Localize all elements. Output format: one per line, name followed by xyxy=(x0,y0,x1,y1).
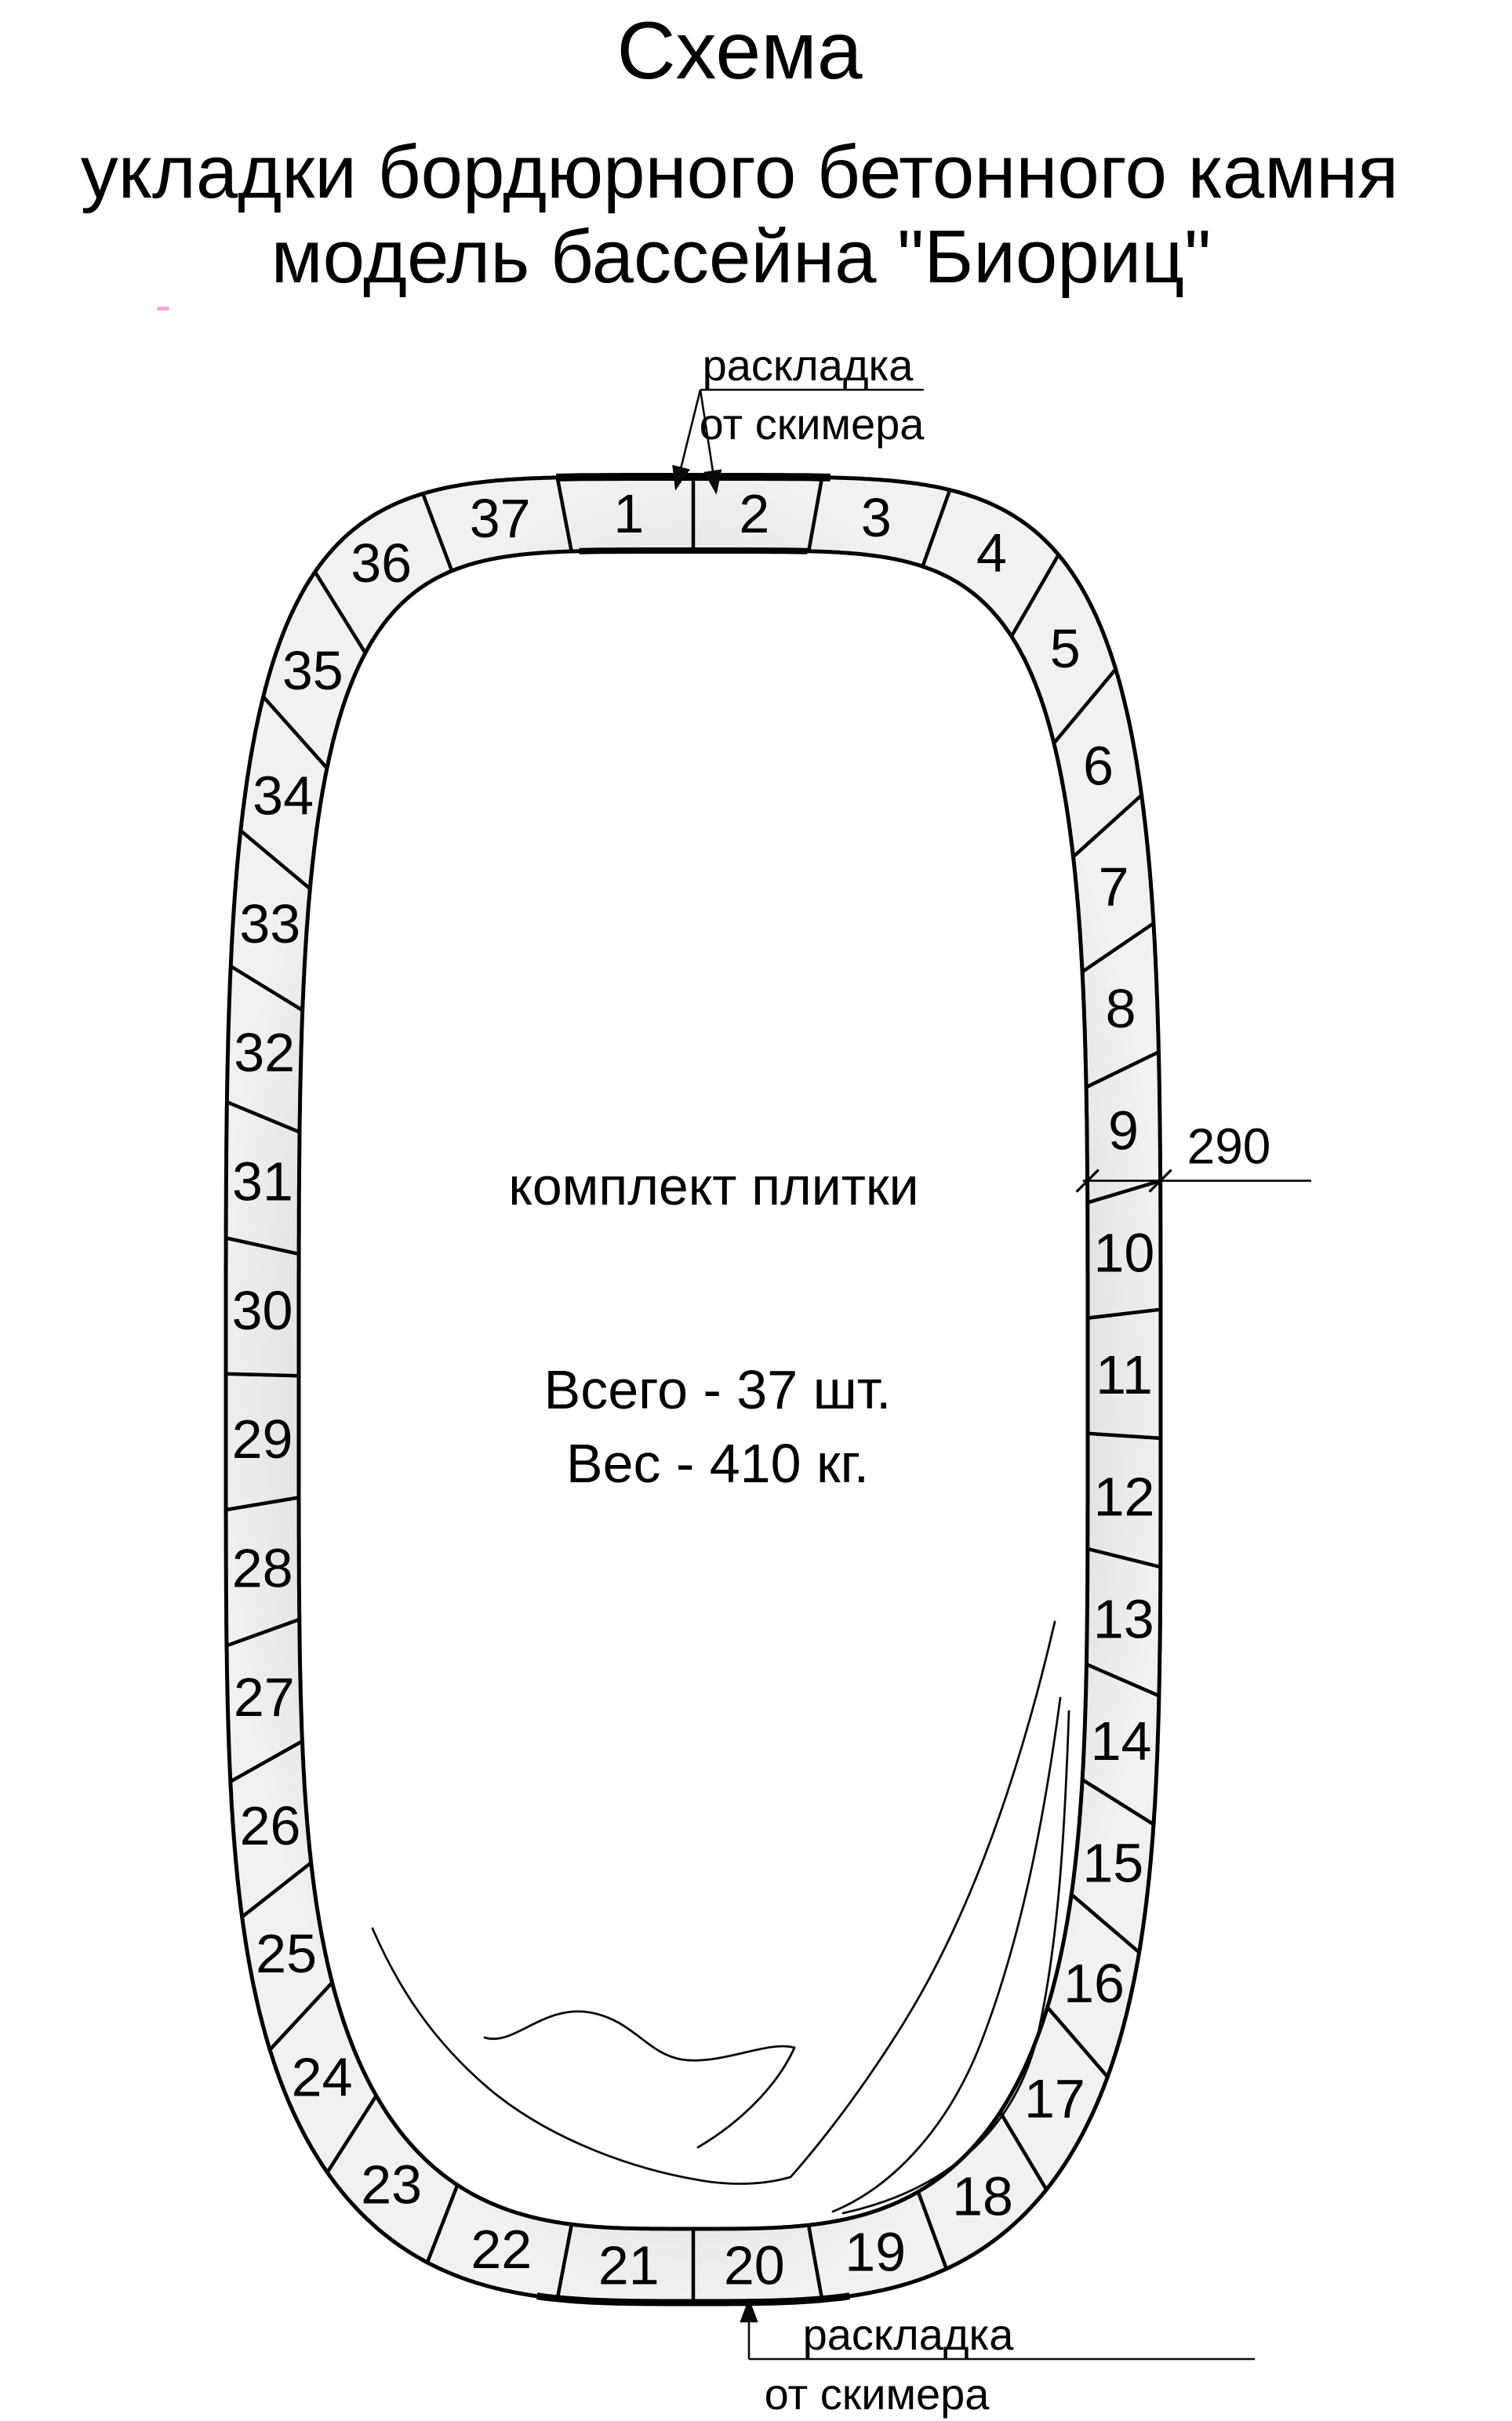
dimension-value: 290 xyxy=(1187,1118,1271,1175)
tile-number: 12 xyxy=(1093,1466,1155,1528)
tile-number: 20 xyxy=(723,2234,785,2296)
kit-heading: комплект плитки xyxy=(508,1157,919,1216)
stray-mark xyxy=(157,307,169,311)
tile-number: 1 xyxy=(613,483,645,544)
tile-boundary xyxy=(226,1374,299,1376)
tile-number: 13 xyxy=(1092,1588,1154,1650)
skimmer-top-label-line2: от скимера xyxy=(699,399,925,449)
skimmer-top-label-line1: раскладка xyxy=(702,340,914,390)
tile-number: 21 xyxy=(598,2234,660,2296)
tile-number: 28 xyxy=(231,1537,293,1599)
pool-floor-contour-wave xyxy=(485,2012,794,2061)
tile-number: 33 xyxy=(239,893,301,955)
tile-number: 26 xyxy=(239,1794,301,1856)
tile-number: 32 xyxy=(234,1022,296,1084)
tile-number: 19 xyxy=(845,2221,907,2283)
tile-number: 14 xyxy=(1090,1710,1152,1772)
skimmer-edge-top-outer xyxy=(556,477,830,478)
tile-number: 30 xyxy=(231,1279,293,1341)
tile-number: 24 xyxy=(291,2046,353,2108)
pool-floor-contour-hook xyxy=(698,2048,794,2147)
tile-number: 2 xyxy=(739,483,770,544)
tile-number: 31 xyxy=(231,1151,293,1212)
tile-number: 11 xyxy=(1096,1344,1153,1405)
tile-number: 34 xyxy=(253,765,314,827)
tile-number: 17 xyxy=(1023,2068,1085,2129)
kit-weight: Вес - 410 кг. xyxy=(565,1433,870,1494)
tile-number: 8 xyxy=(1105,978,1136,1040)
tile-number: 18 xyxy=(952,2165,1013,2227)
skimmer-bottom-label-line2: от скимера xyxy=(764,2369,990,2419)
tile-number: 3 xyxy=(860,486,892,548)
tile-number: 4 xyxy=(976,522,1007,584)
tile-number: 6 xyxy=(1083,735,1114,797)
tile-number: 22 xyxy=(471,2219,532,2280)
tile-number: 7 xyxy=(1098,856,1129,918)
tile-number: 16 xyxy=(1063,1952,1125,2014)
page-title: Схема xyxy=(616,5,863,96)
tile-number: 35 xyxy=(282,640,343,701)
tile-number: 37 xyxy=(469,488,531,550)
tile-number: 27 xyxy=(233,1666,295,1728)
tile-number: 36 xyxy=(351,533,413,594)
page-subtitle-line2: модель бассейна "Биориц" xyxy=(271,215,1212,299)
page-subtitle-line1: укладки бордюрного бетонного камня xyxy=(80,130,1399,214)
tile-number: 23 xyxy=(361,2154,423,2216)
tile-number: 9 xyxy=(1108,1100,1139,1161)
tile-number: 15 xyxy=(1082,1832,1144,1894)
tile-number: 5 xyxy=(1049,617,1081,679)
tile-number: 10 xyxy=(1093,1222,1155,1284)
pool-floor-sketch xyxy=(373,1622,1069,2213)
tile-number: 25 xyxy=(256,1922,318,1984)
tile-number: 29 xyxy=(231,1409,293,1470)
kit-total: Всего - 37 шт. xyxy=(543,1359,892,1420)
skimmer-bottom-label-line1: раскладка xyxy=(802,2310,1014,2359)
